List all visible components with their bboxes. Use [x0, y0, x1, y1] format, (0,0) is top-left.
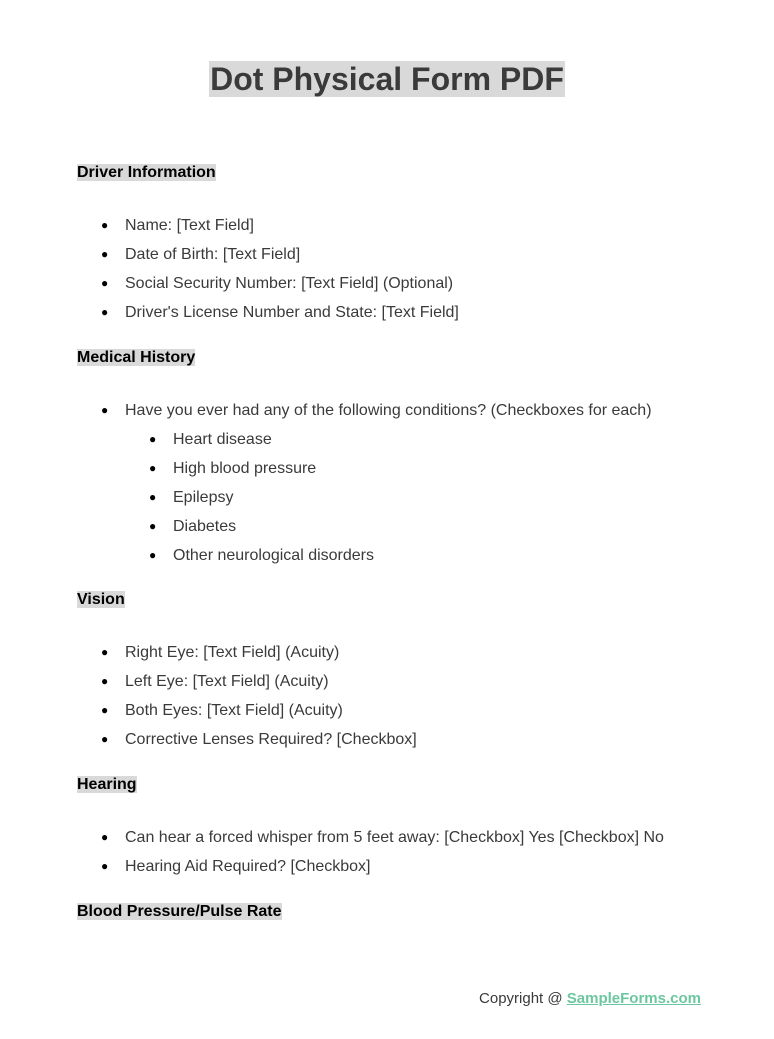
bullet-icon: ● [101, 703, 109, 717]
sublist-item-high-blood-pressure: ● High blood pressure [125, 454, 737, 483]
section-heading-medical-history: Medical History [77, 349, 196, 366]
bullet-icon: ● [101, 732, 109, 746]
bullet-icon: ● [101, 830, 109, 844]
list-item-ssn: ● Social Security Number: [Text Field] (Optional) [77, 269, 737, 298]
hearing-list [77, 823, 737, 881]
sublist-item-epilepsy: ● Epilepsy [125, 483, 737, 512]
list-item-hearing-aid: ● Hearing Aid Required? [Checkbox] [77, 852, 737, 881]
bullet-icon: ● [101, 403, 109, 417]
section-heading-driver-information: Driver Information [77, 164, 216, 181]
bullet-icon: ● [149, 490, 157, 504]
copyright-text: Copyright @ [479, 990, 567, 1007]
page-title [0, 59, 774, 99]
footer-copyright [479, 988, 701, 1010]
section-heading-blood-pressure: Blood Pressure/Pulse Rate [77, 903, 282, 920]
list-item-both-eyes: ● Both Eyes: [Text Field] (Acuity) [77, 696, 737, 725]
bullet-icon: ● [149, 519, 157, 533]
bullet-icon: ● [101, 674, 109, 688]
list-item-whisper-test: ● Can hear a forced whisper from 5 feet away: [Checkbox] Yes [Checkbox] No [77, 823, 737, 852]
list-item-right-eye: ● Right Eye: [Text Field] (Acuity) [77, 638, 737, 667]
list-item-name: ● Name: [Text Field] [77, 211, 737, 240]
sampleforms-link[interactable]: SampleForms.com [566, 990, 701, 1007]
bullet-icon: ● [101, 859, 109, 873]
sublist-item-neurological: ● Other neurological disorders [125, 541, 737, 570]
bullet-icon: ● [101, 247, 109, 261]
list-item-license: ● Driver's License Number and State: [Text Field] [77, 298, 737, 327]
bullet-icon: ● [149, 548, 157, 562]
list-item-left-eye: ● Left Eye: [Text Field] (Acuity) [77, 667, 737, 696]
section-heading-hearing: Hearing [77, 776, 137, 793]
section-vision [77, 589, 737, 754]
section-medical-history [77, 347, 737, 570]
section-hearing [77, 774, 737, 881]
sublist-item-heart-disease: ● Heart disease [125, 425, 737, 454]
driver-information-list [77, 211, 737, 327]
bullet-icon: ● [101, 218, 109, 232]
bullet-icon: ● [149, 461, 157, 475]
bullet-icon: ● [101, 305, 109, 319]
list-item-corrective-lenses: ● Corrective Lenses Required? [Checkbox] [77, 725, 737, 754]
section-driver-information [77, 162, 737, 327]
section-blood-pressure [77, 901, 737, 923]
conditions-sublist [125, 425, 737, 570]
vision-list [77, 638, 737, 754]
sublist-item-diabetes: ● Diabetes [125, 512, 737, 541]
list-item-date-of-birth: ● Date of Birth: [Text Field] [77, 240, 737, 269]
bullet-icon: ● [101, 276, 109, 290]
bullet-icon: ● [101, 645, 109, 659]
section-heading-vision: Vision [77, 591, 125, 608]
page-title-text: Dot Physical Form PDF [210, 61, 564, 97]
bullet-icon: ● [149, 432, 157, 446]
list-item-conditions: ● Have you ever had any of the following conditions? (Checkboxes for each) ● Heart disease ● High blood pressure ● Epilepsy ● Diabetes ● Other neurological disorders [77, 396, 737, 570]
medical-history-list [77, 396, 737, 570]
